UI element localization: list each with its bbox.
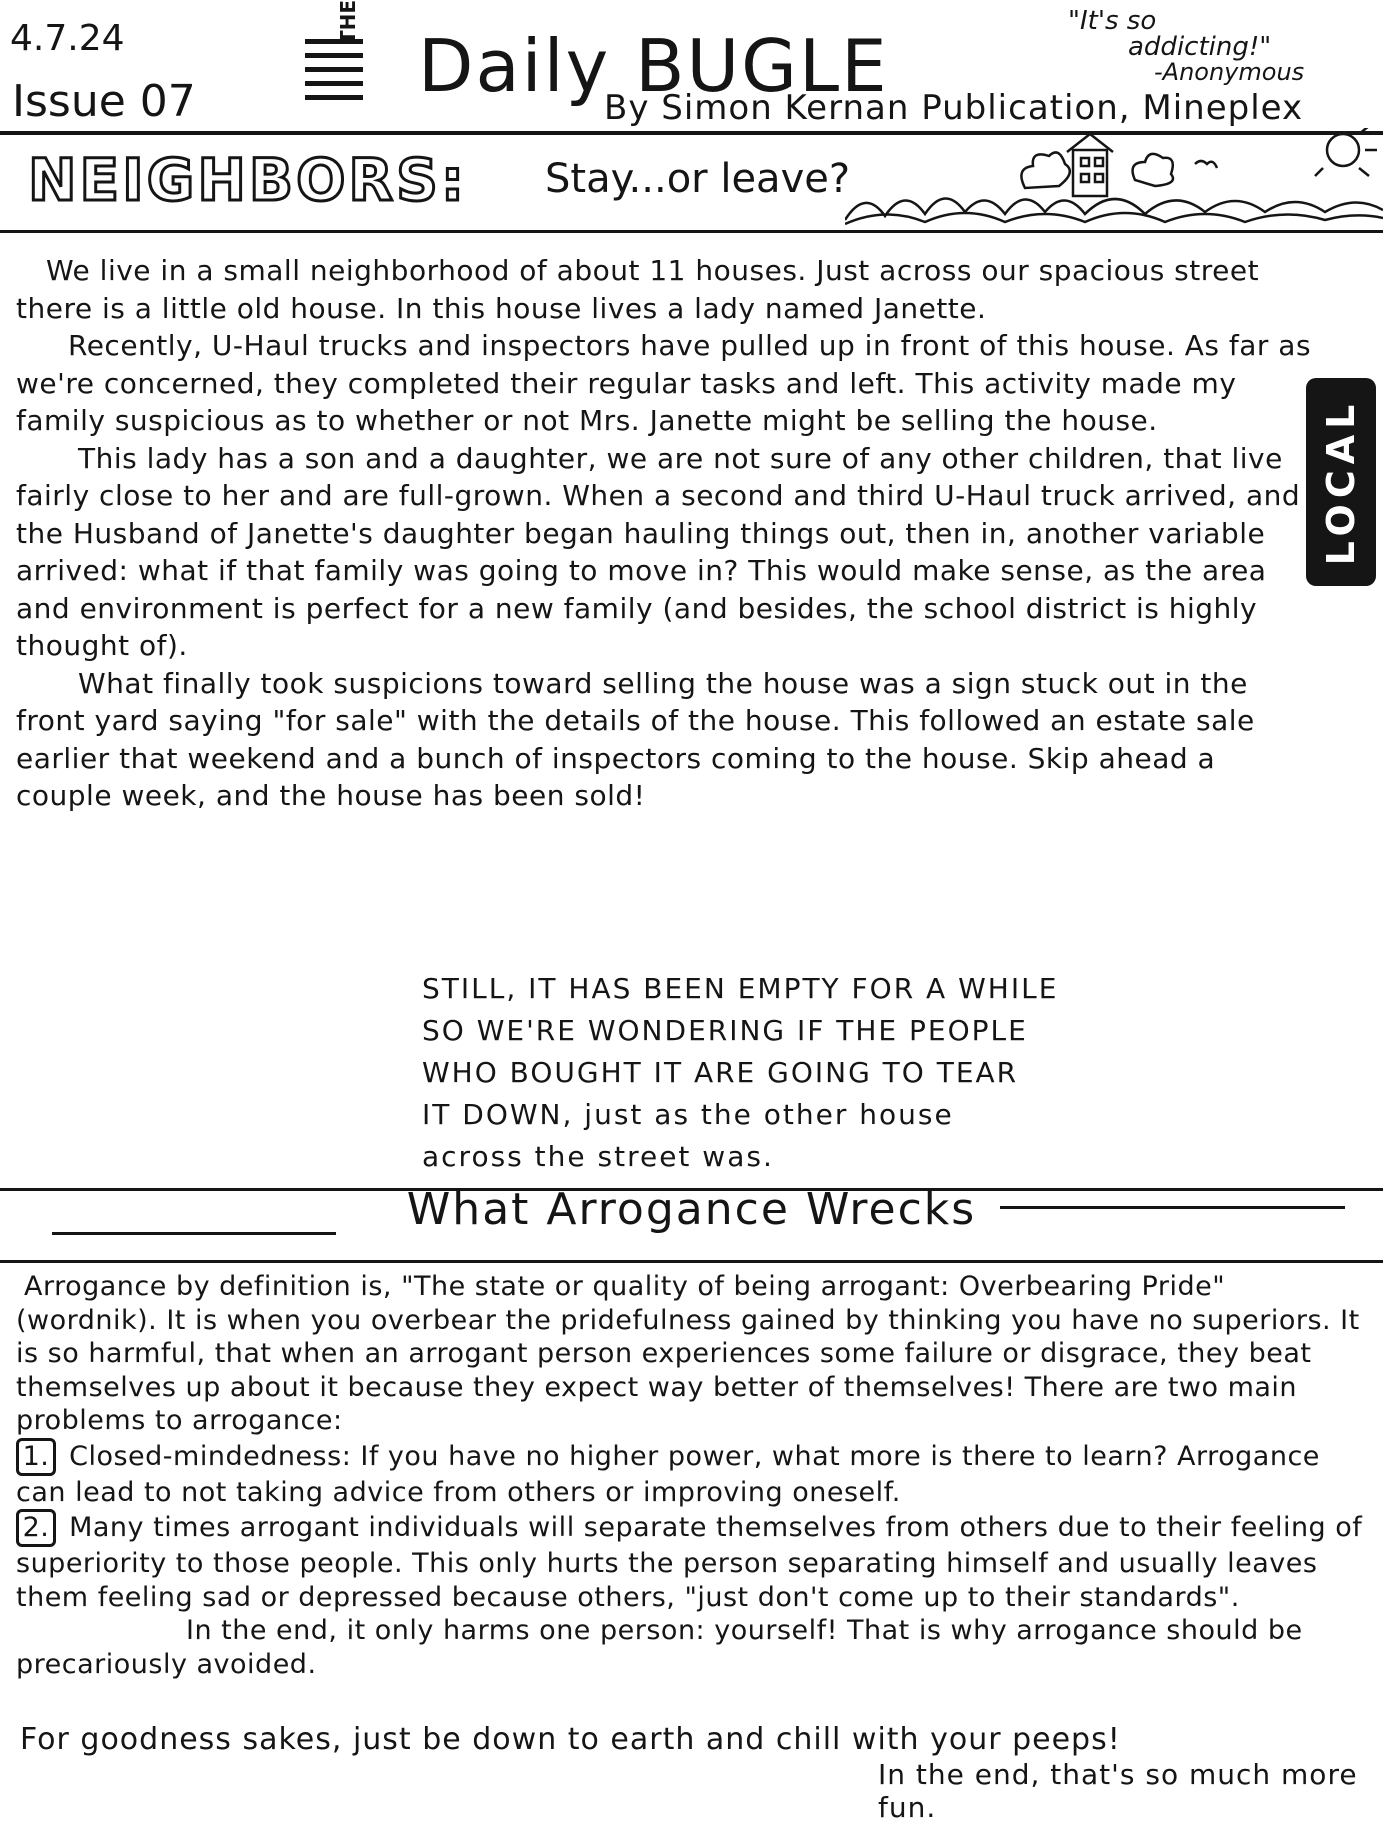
numbered-point: [16, 1438, 1366, 1510]
point-text: Many times arrogant individuals will separate themselves from others due to their feeling of superiority to those people. This only hurts the person separating himself and usually leaves them feeling sad or depressed because others, "just don't come up to their standards".: [16, 1512, 1363, 1613]
local-tab: [1306, 378, 1376, 586]
article-paragraph: Recently, U-Haul trucks and inspectors have pulled up in front of this house. As far as we're concerned, they completed their regular tasks and left. This activity made my family suspicious as to whether or not Mrs. Janette might be selling the house.: [16, 329, 1312, 437]
caps-line: SO WE'RE WONDERING IF THE PEOPLE: [422, 1014, 1028, 1047]
closing-line: For goodness sakes, just be down to earth and chill with your peeps!: [20, 1722, 1121, 1757]
article-paragraph: Arrogance by definition is, "The state or quality of being arrogant: Overbearing Pride" (wordnik). It is when you overbear the pridefulness gained by thinking you have no superiors. It is so harmful, that when an arrogant person experiences some failure or disgrace, they beat themselves up about it because they expect way better of themselves! There are two main problems to arrogance:: [16, 1271, 1360, 1436]
the-word: THE: [336, 0, 360, 44]
section2-top-rule: [0, 1260, 1383, 1263]
point-number-badge: 1.: [16, 1438, 56, 1476]
section-headline: NEIGHBORS:: [28, 146, 468, 214]
section2-title: What Arrogance Wrecks: [406, 1184, 977, 1235]
caps-line: STILL, IT HAS BEEN EMPTY FOR A WHILE: [422, 972, 1059, 1005]
article-paragraph: This lady has a son and a daughter, we are not sure of any other children, that live fairly close to her and are full-grown. When a second and third U-Haul truck arrived, and the Husband of Janette's daughter began hauling things out, then in, another variable arrived: what if that family was going to move in? This would make sense, as the area and environment is perfect for a new family (and besides, the school district is highly thought of).: [16, 441, 1301, 662]
article-paragraph: What finally took suspicions toward selling the house was a sign stuck out in the front yard saying "for sale" with the details of the house. This followed an estate sale earlier that weekend and a bunch of inspectors coming to the house. Skip ahead a couple week, and the house has been sold!: [16, 666, 1255, 812]
byline: By Simon Kernan Publication, Mineplex: [604, 88, 1304, 128]
numbered-point: [16, 1509, 1366, 1614]
caps-line: across the street was.: [422, 1140, 774, 1173]
article-paragraph: We live in a small neighborhood of about 11 houses. Just across our spacious street there is a little old house. In this house lives a lady named Janette.: [16, 254, 1260, 325]
caps-line: IT DOWN, just as the other house: [422, 1098, 954, 1131]
section1-top-rule: [0, 230, 1383, 233]
masthead-quote-line-2: addicting!": [1128, 32, 1272, 62]
newspaper-title: Daily BUGLE: [418, 24, 889, 108]
point-number-badge: 2.: [16, 1509, 56, 1547]
article-neighbors-caps: [422, 968, 1222, 1178]
section-headline-sub: Stay...or leave?: [545, 156, 851, 202]
masthead-quote-line-1: "It's so: [1068, 6, 1157, 36]
closing-line-2: In the end, that's so much more fun.: [878, 1758, 1358, 1824]
article-neighbors-body: [16, 252, 1316, 815]
caps-line: WHO BOUGHT IT ARE GOING TO TEAR: [422, 1056, 1019, 1089]
issue-date: 4.7.24: [10, 18, 125, 59]
local-tab-label: LOCAL: [1319, 398, 1363, 566]
issue-number: Issue 07: [12, 76, 196, 127]
masthead-quote-attribution: -Anonymous: [1154, 58, 1305, 86]
point-text: Closed-mindedness: If you have no higher power, what more is there to learn? Arrogance can lead to not taking advice from others or improving oneself.: [16, 1440, 1320, 1508]
article-conclusion: In the end, it only harms one person: yourself! That is why arrogance should be precariously avoided.: [16, 1615, 1303, 1680]
neighborhood-sketch: [845, 128, 1383, 232]
article-arrogance-body: [16, 1270, 1366, 1681]
